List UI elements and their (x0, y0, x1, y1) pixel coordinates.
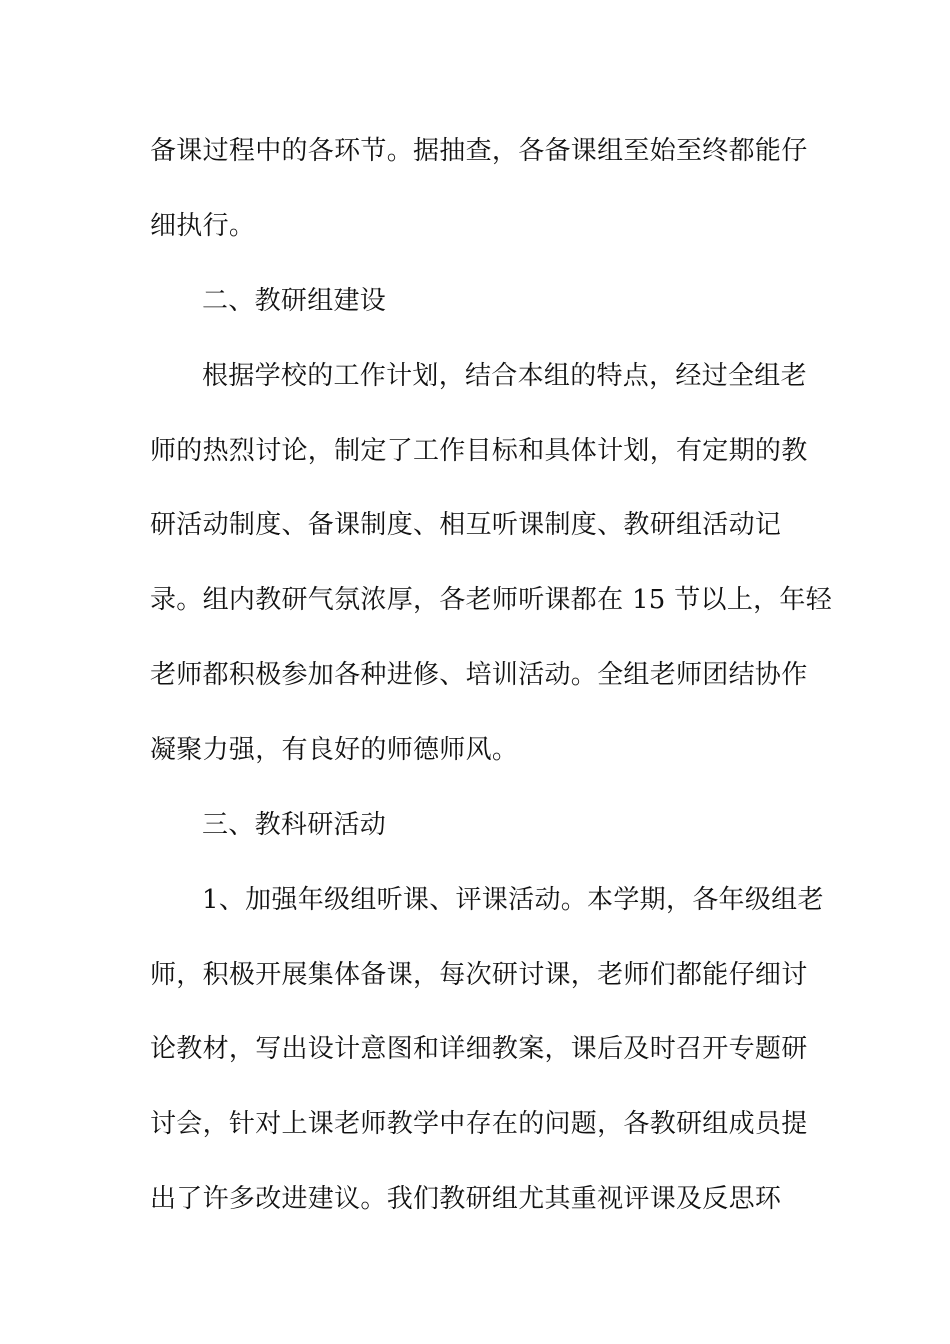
paragraph-line: 根据学校的工作计划，结合本组的特点，经过全组老 (202, 361, 807, 391)
paragraph-line: 细执行。 (150, 211, 256, 241)
paragraph-line: 录。组内教研气氛浓厚，各老师听课都在 15 节以上，年轻 (150, 585, 833, 615)
section-heading: 三、教科研活动 (202, 810, 387, 840)
paragraph-line: 老师都积极参加各种进修、培训活动。全组老师团结协作 (150, 660, 808, 690)
paragraph-line: 研活动制度、备课制度、相互听课制度、教研组活动记 (150, 510, 782, 540)
paragraph-line: 备课过程中的各环节。据抽查，各备课组至始至终都能仔 (150, 136, 808, 166)
section-heading: 二、教研组建设 (202, 286, 387, 316)
paragraph-line: 师，积极开展集体备课，每次研讨课，老师们都能仔细讨 (150, 960, 808, 990)
paragraph-line: 凝聚力强，有良好的师德师风。 (150, 735, 519, 765)
paragraph-line: 1、加强年级组听课、评课活动。本学期，各年级组老 (202, 885, 824, 915)
paragraph-line: 论教材，写出设计意图和详细教案，课后及时召开专题研 (150, 1034, 808, 1064)
paragraph-line: 师的热烈讨论，制定了工作目标和具体计划，有定期的教 (150, 436, 808, 466)
paragraph-line: 出了许多改进建议。我们教研组尤其重视评课及反思环 (150, 1184, 782, 1214)
paragraph-line: 讨会，针对上课老师教学中存在的问题，各教研组成员提 (150, 1109, 808, 1139)
